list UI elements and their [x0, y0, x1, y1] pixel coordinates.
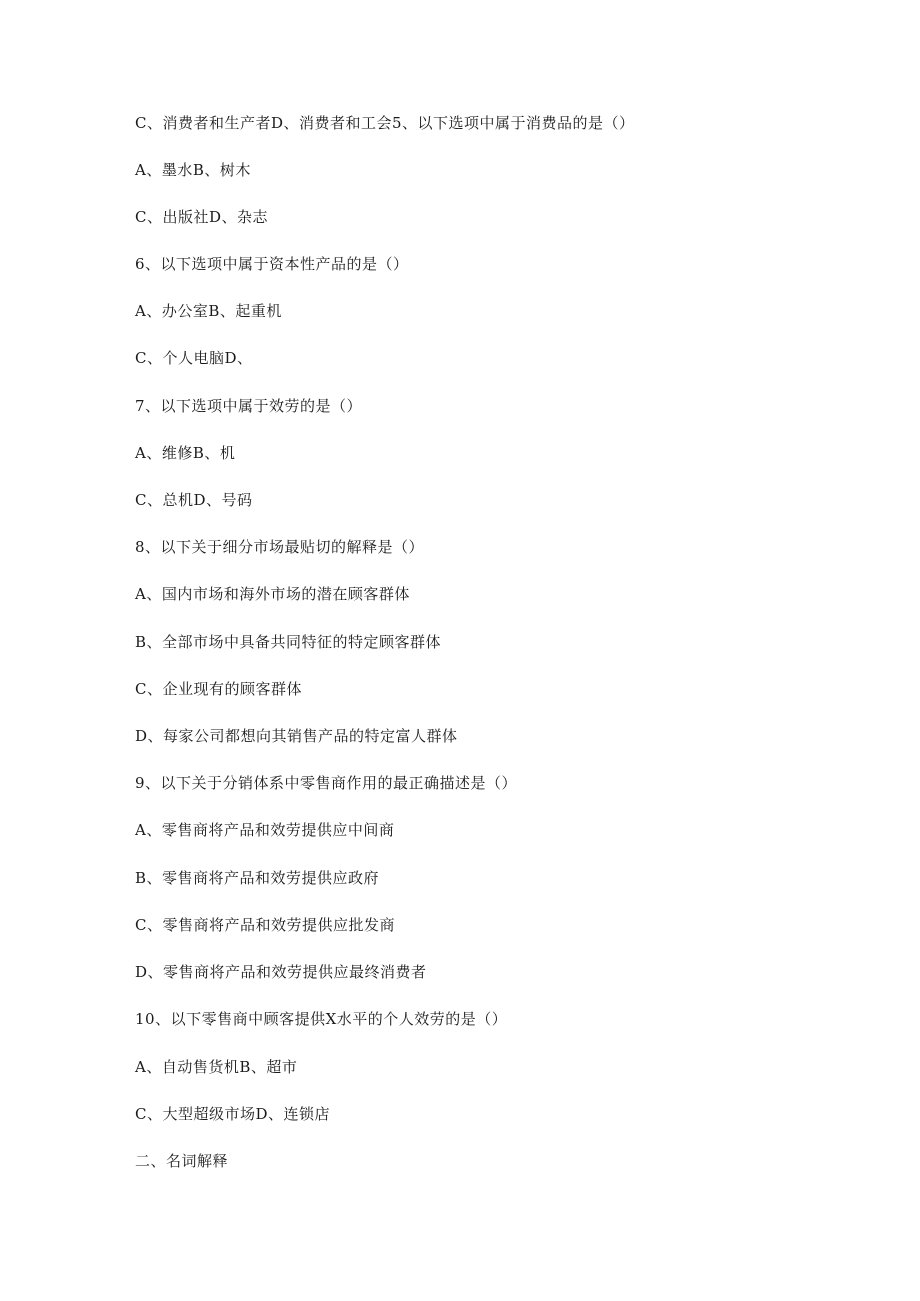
text-line-q6-options-cd: C、个人电脑D、	[135, 349, 253, 367]
text-line-q8-option-c: C、企业现有的顾客群体	[135, 680, 302, 698]
section-heading-terms: 二、名词解释	[135, 1152, 229, 1170]
question-10: 10、以下零售商中顾客提供X水平的个人效劳的是（）	[135, 1010, 508, 1028]
question-9: 9、以下关于分销体系中零售商作用的最正确描述是（）	[135, 774, 518, 792]
text-line-q9-option-a: A、零售商将产品和效劳提供应中间商	[135, 821, 395, 839]
text-line-q9-option-b: B、零售商将产品和效劳提供应政府	[135, 869, 380, 887]
text-line-q8-option-a: A、国内市场和海外市场的潜在顾客群体	[135, 585, 410, 603]
text-line-q7-options-cd: C、总机D、号码	[135, 491, 253, 509]
question-8: 8、以下关于细分市场最贴切的解释是（）	[135, 538, 425, 556]
text-line-q5-options-cd: C、消费者和生产者D、消费者和工会5、以下选项中属于消费品的是（）	[135, 114, 635, 132]
text-line-q9-option-d: D、零售商将产品和效劳提供应最终消费者	[135, 963, 427, 981]
question-7: 7、以下选项中属于效劳的是（）	[135, 397, 363, 415]
text-line-q6-options-ab: A、办公室B、起重机	[135, 302, 282, 320]
text-line-q10-options-ab: A、自动售货机B、超市	[135, 1058, 298, 1076]
text-line-q8-option-b: B、全部市场中具备共同特征的特定顾客群体	[135, 633, 442, 651]
text-line-q10-options-cd: C、大型超级市场D、连锁店	[135, 1105, 331, 1123]
text-line-q8-option-d: D、每家公司都想向其销售产品的特定富人群体	[135, 727, 458, 745]
text-line-q5-options-ab: A、墨水B、树木	[135, 161, 251, 179]
text-line-q7-options-ab: A、维修B、机	[135, 444, 236, 462]
text-line-q5-options-cd-2: C、出版社D、杂志	[135, 208, 269, 226]
text-line-q9-option-c: C、零售商将产品和效劳提供应批发商	[135, 916, 395, 934]
question-6: 6、以下选项中属于资本性产品的是（）	[135, 255, 409, 273]
